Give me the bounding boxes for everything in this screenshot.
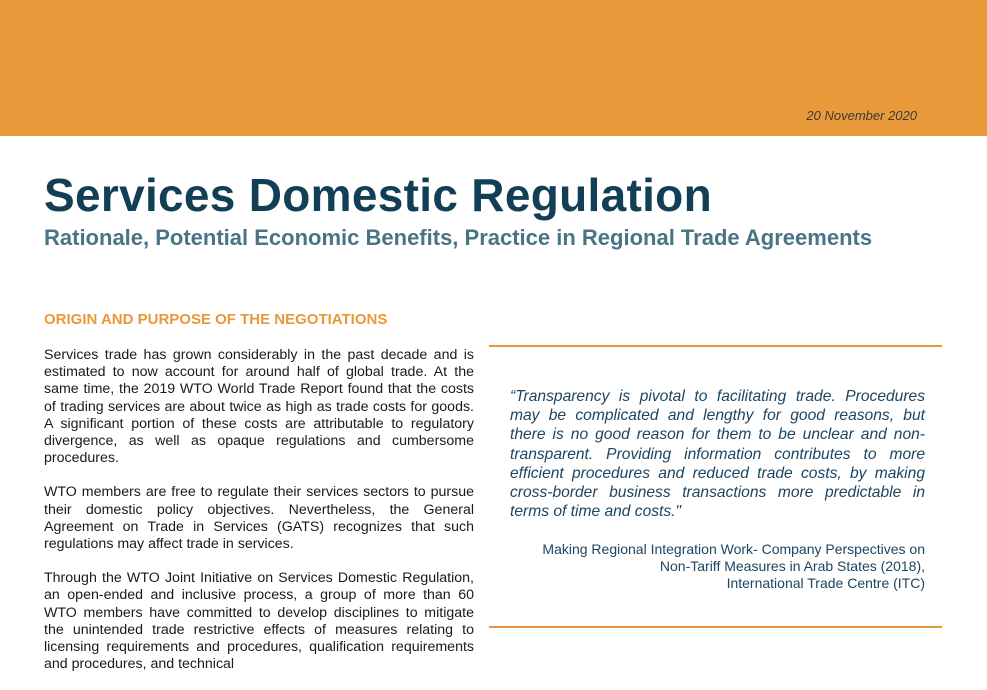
quote-attribution — [505, 541, 925, 592]
header-banner — [0, 0, 987, 136]
quote-bottom-rule — [489, 626, 942, 628]
body-paragraph-3: Through the WTO Joint Initiative on Services Domestic Regulation, an open-ended and inclusive process, a group of more than 60 WTO members have committed to develop disciplines to mitigate the unintended trade restrictive effects of measures relating to licensing requirements and procedures, qualification requirements and procedures, and technical — [44, 570, 474, 673]
body-text-column — [44, 347, 474, 690]
quote-top-rule — [489, 345, 942, 347]
body-paragraph-1: Services trade has grown considerably in the past decade and is estimated to now account for around half of global trade. At the same time, the 2019 WTO World Trade Report found that the costs of trading services are about twice as high as trade costs for goods. A significant portion of these costs are attributable to regulatory divergence, as well as opaque regulations and cumbersome procedures. — [44, 347, 474, 467]
attribution-line-2: Non-Tariff Measures in Arab States (2018), — [659, 558, 925, 574]
document-title: Services Domestic Regulation — [44, 169, 712, 221]
body-paragraph-2: WTO members are free to regulate their services sectors to pursue their domestic policy objectives. Nevertheless, the General Agreement on Trade in Services (GATS) recognizes that such regulations may affect trade in services. — [44, 484, 474, 553]
attribution-line-3: International Trade Centre (ITC) — [726, 575, 925, 591]
document-subtitle: Rationale, Potential Economic Benefits, Practice in Regional Trade Agreements — [44, 225, 873, 250]
publication-date: 20 November 2020 — [806, 108, 917, 123]
pull-quote: “Transparency is pivotal to facilitating trade. Procedures may be complicated and lengthy for good reasons, but there is no good reason for them to be unclear and non-transparent. Providing information contributes to more efficient procedures and reduced trade costs, by making cross-border business transactions more predictable in terms of time and costs." — [510, 388, 925, 521]
section-heading: ORIGIN AND PURPOSE OF THE NEGOTIATIONS — [44, 311, 388, 328]
attribution-line-1: Making Regional Integration Work- Company Perspectives on — [542, 541, 925, 557]
